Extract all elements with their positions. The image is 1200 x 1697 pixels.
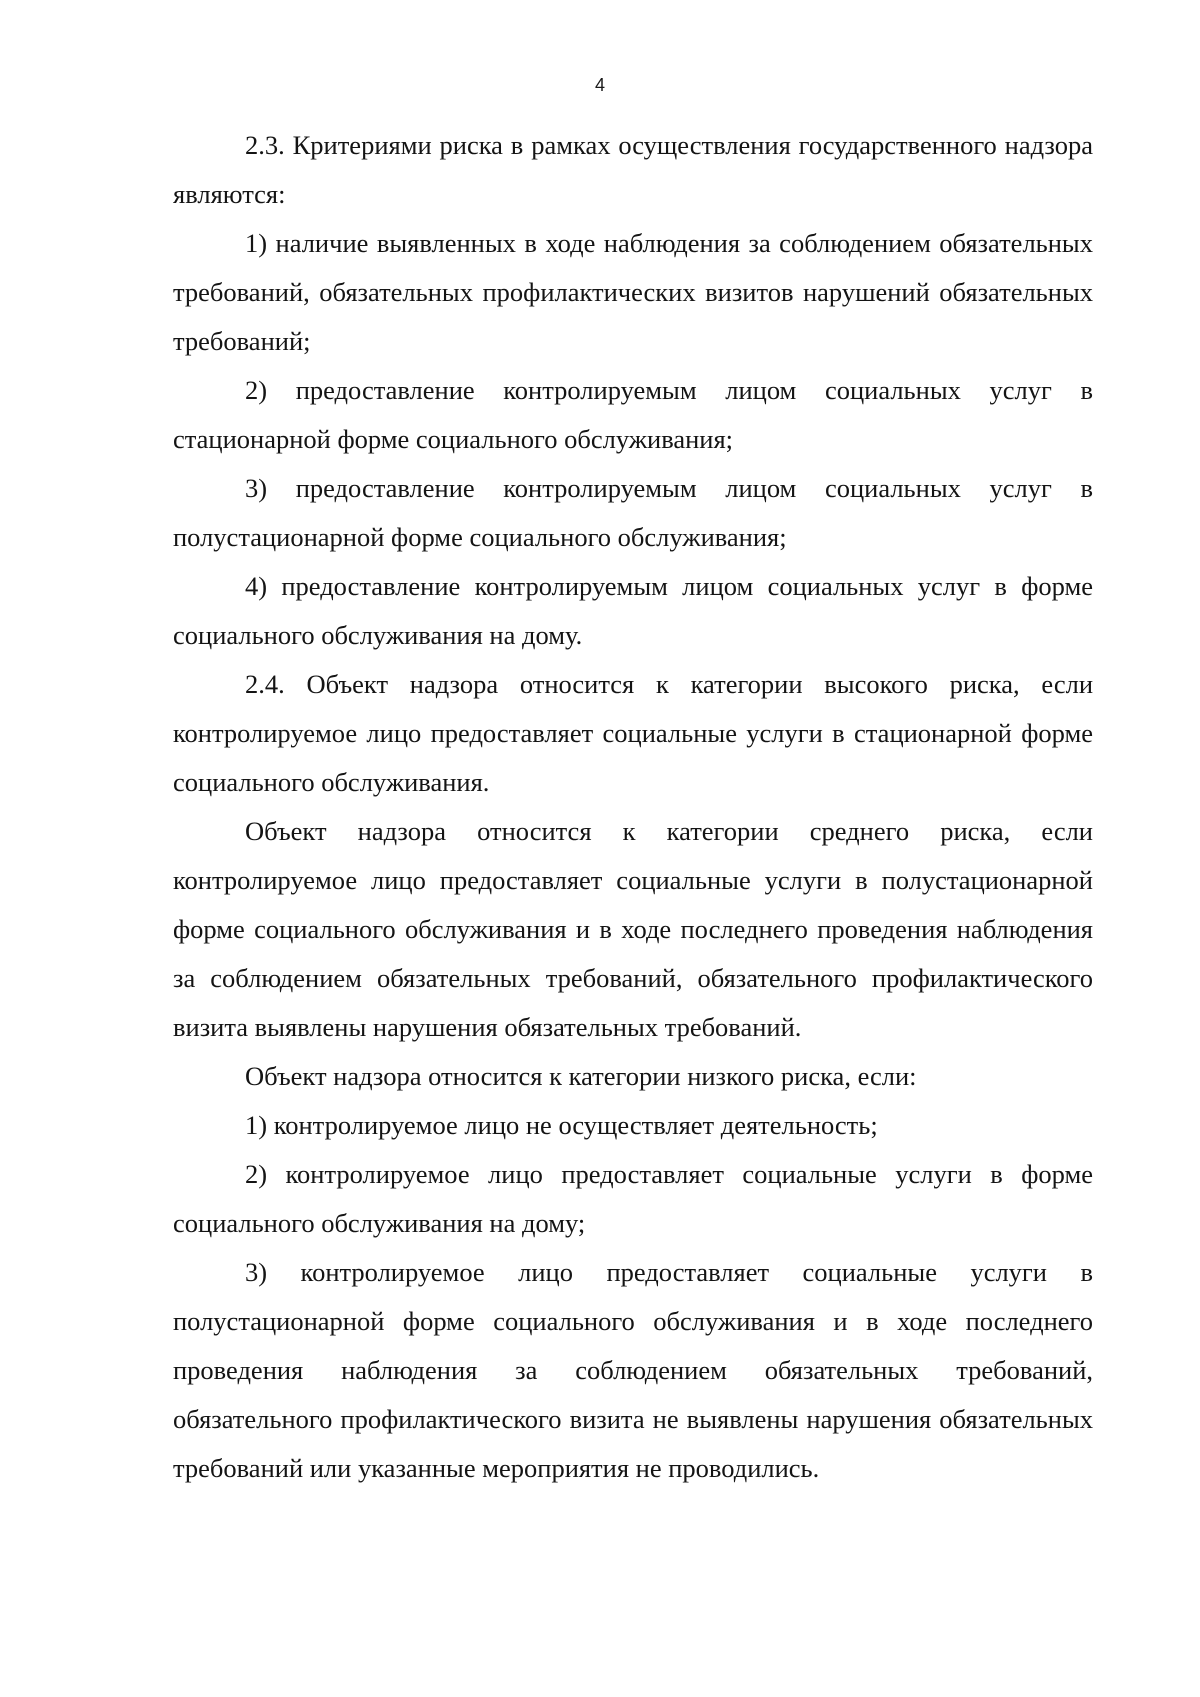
paragraph-low-risk-intro: Объект надзора относится к категории низкого риска, если:: [245, 1061, 917, 1091]
low-risk-item-3: 3) контролируемое лицо предоставляет социальные услуги в полустационарной форме социального обслуживания и в ходе последнего проведения наблюдения за соблюдением обязательных требований, обязательного профилактического визита не выявлены нарушения обязательных требований или указанные мероприятия не проводились.: [173, 1257, 1093, 1483]
low-risk-item-1: 1) контролируемое лицо не осуществляет деятельность;: [245, 1110, 878, 1140]
paragraph-2-4-high-risk: 2.4. Объект надзора относится к категории высокого риска, если контролируемое лицо предоставляет социальные услуги в стационарной форме социального обслуживания.: [173, 669, 1093, 797]
page-number: 4: [594, 75, 605, 95]
criterion-4-home-service: 4) предоставление контролируемым лицом социальных услуг в форме социального обслуживания на дому.: [173, 571, 1093, 650]
low-risk-item-2: 2) контролируемое лицо предоставляет социальные услуги в форме социального обслуживания на дому;: [173, 1159, 1093, 1238]
paragraph-medium-risk: Объект надзора относится к категории среднего риска, если контролируемое лицо предоставляет социальные услуги в полустационарной форме социального обслуживания и в ходе последнего проведения наблюдения за соблюдением обязательных требований, обязательного профилактического визита выявлены нарушения обязательных требований.: [173, 816, 1093, 1042]
criterion-1-violations: 1) наличие выявленных в ходе наблюдения за соблюдением обязательных требований, обязательных профилактических визитов нарушений обязательных требований;: [173, 228, 1093, 356]
criterion-2-inpatient: 2) предоставление контролируемым лицом социальных услуг в стационарной форме социального обслуживания;: [173, 375, 1093, 454]
document-body: [173, 121, 1093, 1493]
paragraph-2-3-risk-criteria: 2.3. Критериями риска в рамках осуществления государственного надзора являются:: [173, 130, 1093, 209]
criterion-3-semi-inpatient: 3) предоставление контролируемым лицом социальных услуг в полустационарной форме социального обслуживания;: [173, 473, 1093, 552]
